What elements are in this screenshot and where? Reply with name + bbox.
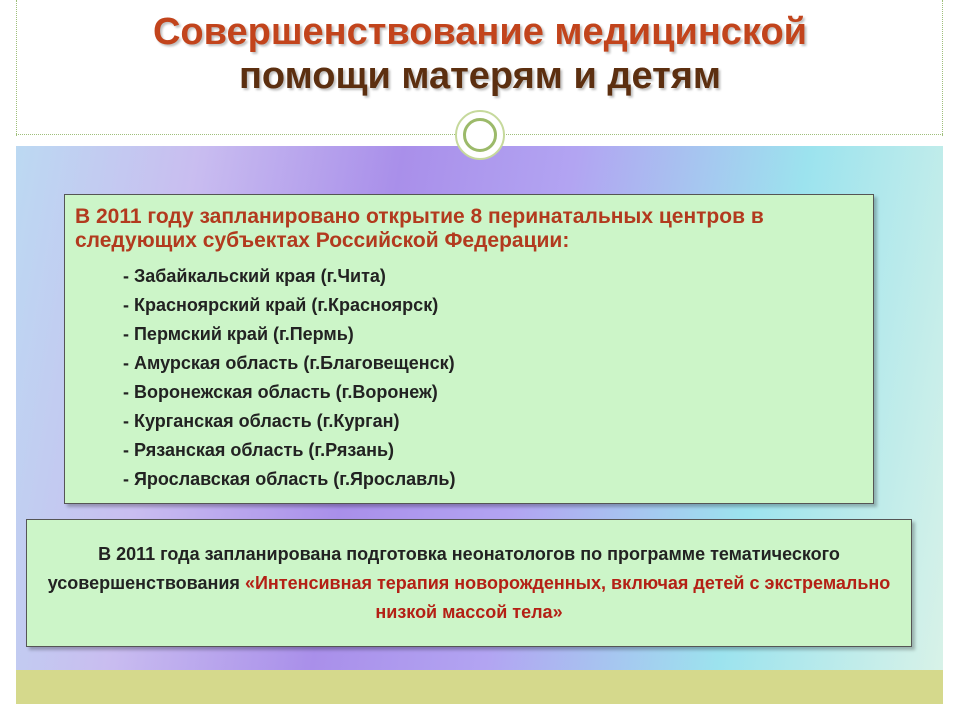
slide-title — [60, 10, 900, 98]
neonatologist-training-box — [26, 519, 912, 647]
list-item: - Ярославская область (г.Ярославль) — [123, 469, 456, 489]
list-item: - Забайкальский края (г.Чита) — [123, 266, 386, 286]
frame-right-line — [942, 0, 944, 136]
slide-title-line2: помощи матерям и детям — [238, 55, 722, 97]
slide-title-line1: Совершенствование медицинской — [152, 11, 808, 53]
training-text — [27, 540, 911, 627]
circle-ornament-icon — [455, 110, 505, 160]
perinatal-centers-box — [64, 194, 874, 504]
list-item: - Курганская область (г.Курган) — [123, 411, 400, 431]
frame-left-line — [16, 0, 18, 136]
bottom-bar — [16, 670, 943, 704]
list-item: - Красноярский край (г.Красноярск) — [123, 295, 439, 315]
training-text-main: В 2011 года запланирована подготовка неонатологов по программе тематического усовершенствования — [47, 544, 840, 593]
perinatal-centers-heading: В 2011 году запланировано открытие 8 перинатальных центров в следующих субъектах Российской Федерации: — [75, 205, 764, 252]
list-item: - Рязанская область (г.Рязань) — [123, 440, 395, 460]
circle-ornament-inner — [463, 118, 497, 152]
list-item: - Воронежская область (г.Воронеж) — [123, 382, 438, 402]
training-program-title: «Интенсивная терапия новорожденных, включая детей с экстремально низкой массой тела» — [244, 573, 891, 622]
list-item: - Амурская область (г.Благовещенск) — [123, 353, 455, 373]
perinatal-centers-list — [123, 262, 823, 494]
list-item: - Пермский край (г.Пермь) — [123, 324, 354, 344]
